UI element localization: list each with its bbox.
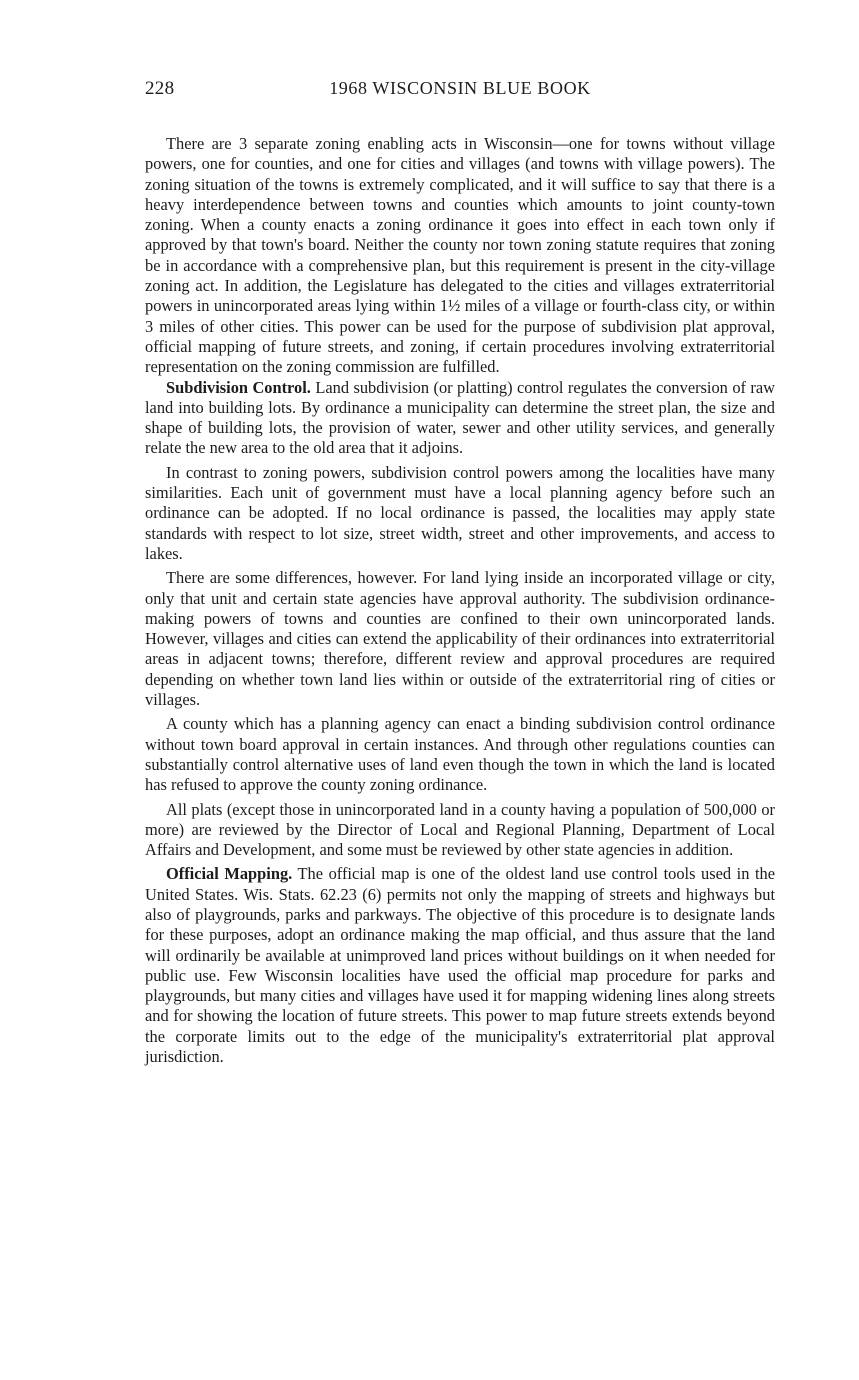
paragraph-text: There are 3 separate zoning enabling acts in Wisconsin—one for towns without village powers, one for counties, and one for cities and villages (and towns with village powers). The zoning situation of the towns is extremely complicated, and it will suffice to say that there is a heavy interdependence between towns and counties which amounts to joint county-town zoning. When a county enacts a zoning ordinance it goes into effect in each town only if approved by that town's board. Neither the county nor town zoning statute requires that zoning be in accordance with a comprehensive plan, but this requirement is present in the city-village zoning act. In addition, the Legislature has delegated to the cities and villages extraterritorial powers in unincorporated areas lying within 1½ miles of a village or fourth-class city, or within 3 miles of other cities. This power can be used for the purpose of subdivision plat approval, official mapping of future streets, and zoning, if certain procedures involving extraterritorial representation on the zoning commission are fulfilled. — [145, 134, 775, 377]
paragraph-zoning-acts — [145, 134, 775, 378]
paragraph-plat-review — [145, 800, 775, 861]
paragraph-text: Land subdivision (or platting) control regulates the conversion of raw land into building lots. By ordinance a municipality can determine the street plan, the size and shape of building lots, the provision of water, sewer and other utility services, and generally relate the new area to the old area that it adjoins. — [145, 377, 775, 458]
paragraph-text: There are some differences, however. For land lying inside an incorporated village or city, only that unit and certain state agencies have approval authority. The subdivision ordinance-making powers of towns and counties are confined to their own unincorporated lands. However, villages and cities can extend the applicability of their ordinances into extraterritorial areas in adjacent towns; therefore, different review and approval procedures are required depending on whether town land lies within or outside of the extraterritorial ring of cities or villages. — [145, 568, 775, 710]
book-title: 1968 WISCONSIN BLUE BOOK — [329, 78, 591, 98]
section-heading-official-mapping: Official Mapping. — [166, 864, 293, 884]
section-heading-subdivision-control: Subdivision Control. — [166, 377, 311, 397]
paragraph-text: All plats (except those in unincorporated land in a county having a population of 500,000 or more) are reviewed by the Director of Local and Regional Planning, Department of Local Affairs and Development, and some must be reviewed by other state agencies in addition. — [145, 799, 775, 860]
paragraph-subdivision-control — [145, 378, 775, 459]
paragraph-similarities — [145, 463, 775, 564]
paragraph-county-planning — [145, 714, 775, 795]
paragraph-text: The official map is one of the oldest land use control tools used in the United States. Wis. Stats. 62.23 (6) permits not only the mapping of streets and highways but also of playgrounds, parks and parkways. The objective of this procedure is to designate lands for these purposes, adopt an ordinance making the map official, and thus assure that the land will ordinarily be available at unimproved land prices without buildings on it when needed for public use. Few Wisconsin localities have used the official map procedure for parks and playgrounds, but many cities and villages have used it for mapping widening lines along streets and for showing the location of future streets. This power to map future streets extends beyond the corporate limits out to the edge of the municipality's extraterritorial plat approval jurisdiction. — [145, 864, 776, 1067]
body-text — [145, 134, 775, 1067]
running-head — [145, 78, 775, 104]
paragraph-text: A county which has a planning agency can enact a binding subdivision control ordinance without town board approval in certain instances. And through other regulations counties can substantially control alternative uses of land even though the town in which the land is located has refused to approve the county zoning ordinance. — [145, 714, 775, 795]
paragraph-differences — [145, 568, 775, 710]
paragraph-text: In contrast to zoning powers, subdivision control powers among the localities have many similarities. Each unit of government must have a local planning agency before such an ordinance can be adopted. If no local ordinance is passed, the localities may apply state standards with respect to lot size, street width, street and other improvements, and access to lakes. — [145, 462, 775, 563]
paragraph-official-mapping — [145, 864, 775, 1067]
page-number: 228 — [145, 78, 175, 99]
